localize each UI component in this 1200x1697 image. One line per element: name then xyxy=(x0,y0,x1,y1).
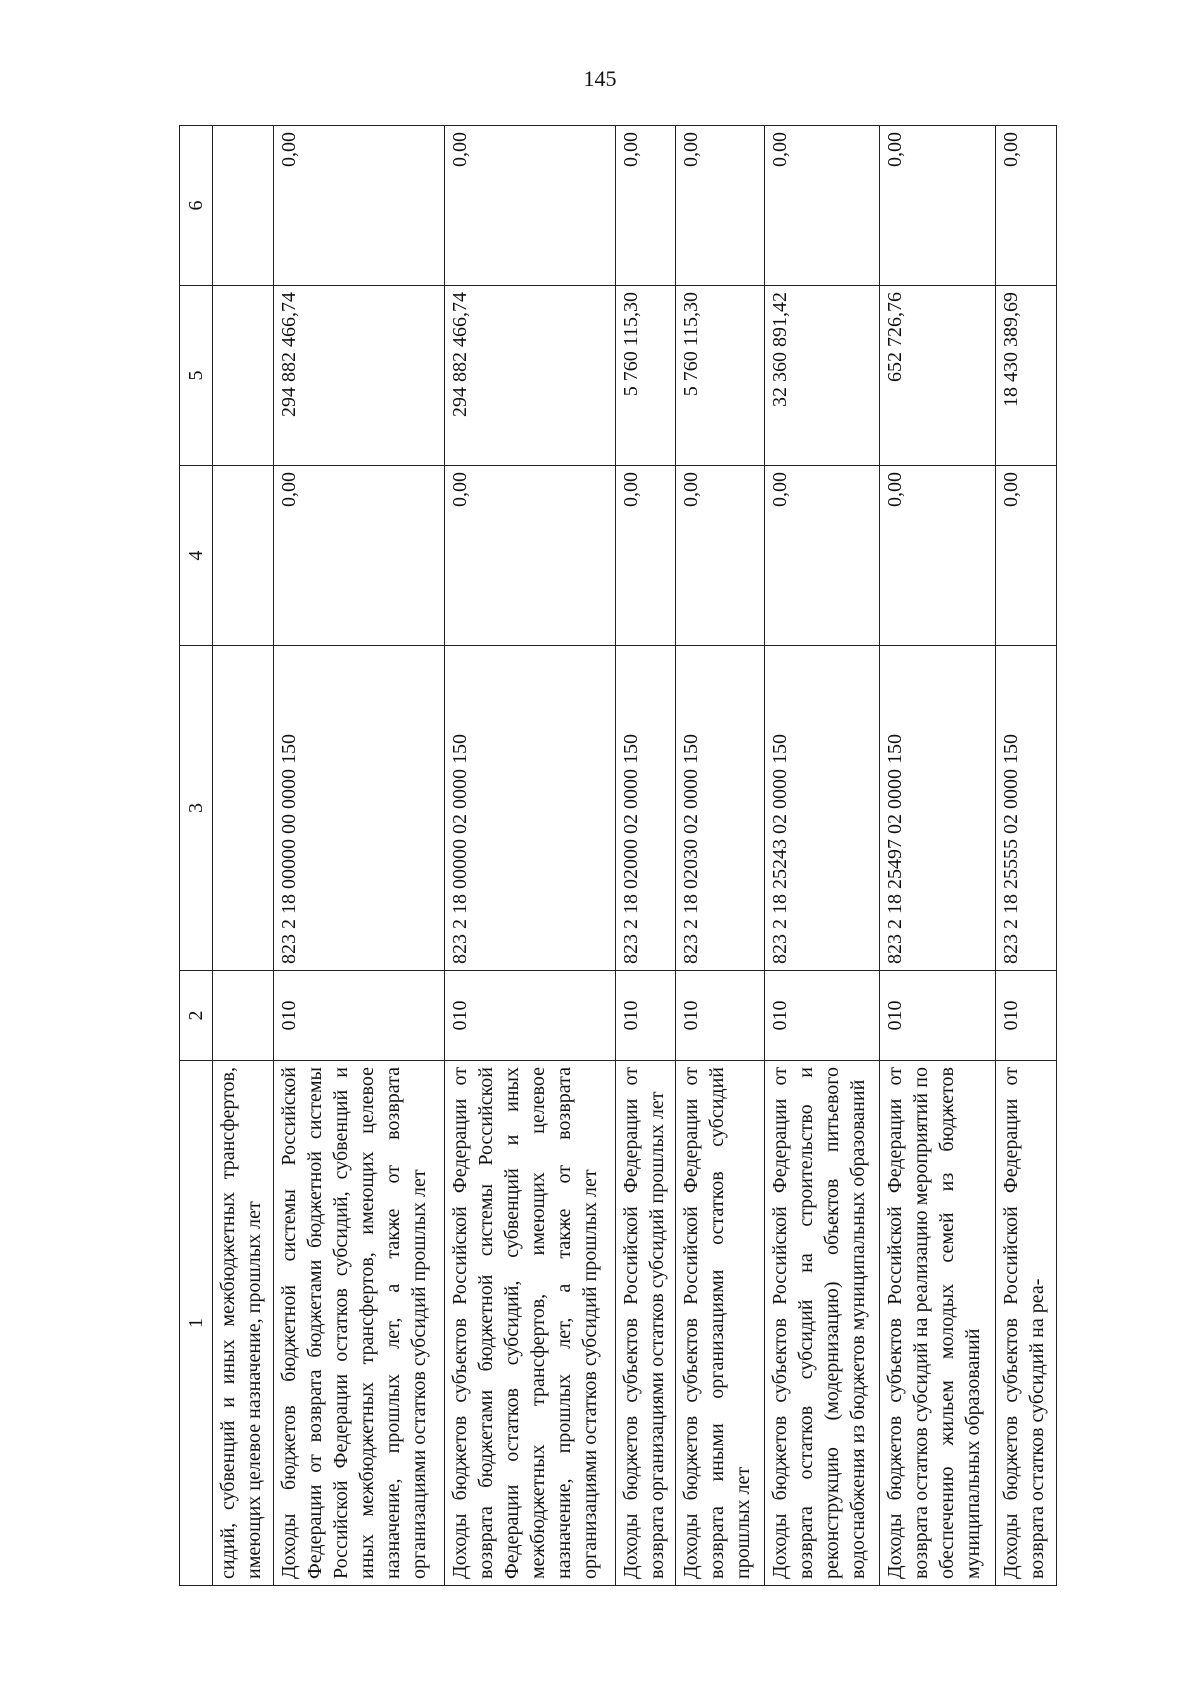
table-row xyxy=(273,126,444,1586)
column-header-4: 4 xyxy=(180,466,213,646)
row-description: Доходы бюджетов субъектов Российской Федерации от возврата иными организациями остатков субсидий прошлых лет xyxy=(676,1061,764,1586)
row-description: Доходы бюджетов субъектов Российской Федерации от возврата остатков субсидий на строительство и реконструкцию (модернизацию) объектов питьевого водоснабжения из бюджетов муниципальных образований xyxy=(764,1061,880,1586)
row-value-col6 xyxy=(213,126,274,286)
row-value-col6: 0,00 xyxy=(444,126,615,286)
row-value-col4: 0,00 xyxy=(996,466,1057,646)
row-description: Доходы бюджетов бюджетной системы Российской Федерации от возврата бюджетами бюджетной системы Российской Федерации остатков субсидий, субвенций и иных межбюджетных трансфертов, имеющих целевое назначение, прошлых лет, а также от возврата организациями остатков субсидий прошлых лет xyxy=(273,1061,444,1586)
row-value-col6: 0,00 xyxy=(880,126,996,286)
table-row xyxy=(676,126,764,1586)
row-description: сидий, субвенций и иных межбюджетных трансфертов, имеющих целевое назначение, прошлых лет xyxy=(213,1061,274,1586)
row-budget-code: 823 2 18 02000 02 0000 150 xyxy=(615,646,676,971)
column-header-3: 3 xyxy=(180,646,213,971)
row-description: Доходы бюджетов субъектов Российской Федерации от возврата остатков субсидий на реализацию мероприятий по обеспечению жильем молодых семей из бюджетов муниципальных образований xyxy=(880,1061,996,1586)
row-description: Доходы бюджетов субъектов Российской Федерации от возврата бюджетами бюджетной системы Российской Федерации остатков субсидий, субвенций и иных межбюджетных трансфертов, имеющих целевое назначение, прошлых лет, а также от возврата организациями остатков субсидий прошлых лет xyxy=(444,1061,615,1586)
column-header-2: 2 xyxy=(180,971,213,1061)
table-row xyxy=(444,126,615,1586)
row-budget-code: 823 2 18 00000 00 0000 150 xyxy=(273,646,444,971)
data-table xyxy=(179,125,1057,1586)
row-budget-code: 823 2 18 02030 02 0000 150 xyxy=(676,646,764,971)
row-value-col5: 32 360 891,42 xyxy=(764,286,880,466)
row-budget-code: 823 2 18 25555 02 0000 150 xyxy=(996,646,1057,971)
row-budget-code xyxy=(213,646,274,971)
row-value-col5 xyxy=(213,286,274,466)
row-value-col4: 0,00 xyxy=(273,466,444,646)
row-value-col6: 0,00 xyxy=(676,126,764,286)
page-number: 145 xyxy=(583,66,617,91)
table-row xyxy=(764,126,880,1586)
row-value-col4: 0,00 xyxy=(880,466,996,646)
row-value-col4: 0,00 xyxy=(676,466,764,646)
table-row xyxy=(213,126,274,1586)
header-row xyxy=(180,126,213,1586)
row-value-col6: 0,00 xyxy=(764,126,880,286)
row-value-col4: 0,00 xyxy=(444,466,615,646)
table-row xyxy=(996,126,1057,1586)
row-line-code: 010 xyxy=(676,971,764,1061)
row-value-col6: 0,00 xyxy=(615,126,676,286)
column-header-6: 6 xyxy=(180,126,213,286)
row-line-code: 010 xyxy=(764,971,880,1061)
row-line-code: 010 xyxy=(444,971,615,1061)
row-value-col5: 652 726,76 xyxy=(880,286,996,466)
column-header-1: 1 xyxy=(180,1061,213,1586)
row-budget-code: 823 2 18 00000 02 0000 150 xyxy=(444,646,615,971)
row-budget-code: 823 2 18 25497 02 0000 150 xyxy=(880,646,996,971)
row-budget-code: 823 2 18 25243 02 0000 150 xyxy=(764,646,880,971)
row-value-col4: 0,00 xyxy=(764,466,880,646)
row-value-col5: 18 430 389,69 xyxy=(996,286,1057,466)
row-description: Доходы бюджетов субъектов Российской Федерации от возврата организациями остатков субсидий прошлых лет xyxy=(615,1061,676,1586)
row-value-col5: 5 760 115,30 xyxy=(615,286,676,466)
row-value-col6: 0,00 xyxy=(996,126,1057,286)
row-line-code: 010 xyxy=(615,971,676,1061)
row-value-col4: 0,00 xyxy=(615,466,676,646)
table-row xyxy=(880,126,996,1586)
table-container xyxy=(179,126,1057,1586)
row-value-col6: 0,00 xyxy=(273,126,444,286)
row-line-code: 010 xyxy=(273,971,444,1061)
row-line-code: 010 xyxy=(996,971,1057,1061)
table-row xyxy=(615,126,676,1586)
row-value-col5: 5 760 115,30 xyxy=(676,286,764,466)
row-line-code xyxy=(213,971,274,1061)
row-description: Доходы бюджетов субъектов Российской Федерации от возврата остатков субсидий на реа- xyxy=(996,1061,1057,1586)
row-value-col5: 294 882 466,74 xyxy=(444,286,615,466)
row-value-col5: 294 882 466,74 xyxy=(273,286,444,466)
row-line-code: 010 xyxy=(880,971,996,1061)
column-header-5: 5 xyxy=(180,286,213,466)
row-value-col4 xyxy=(213,466,274,646)
